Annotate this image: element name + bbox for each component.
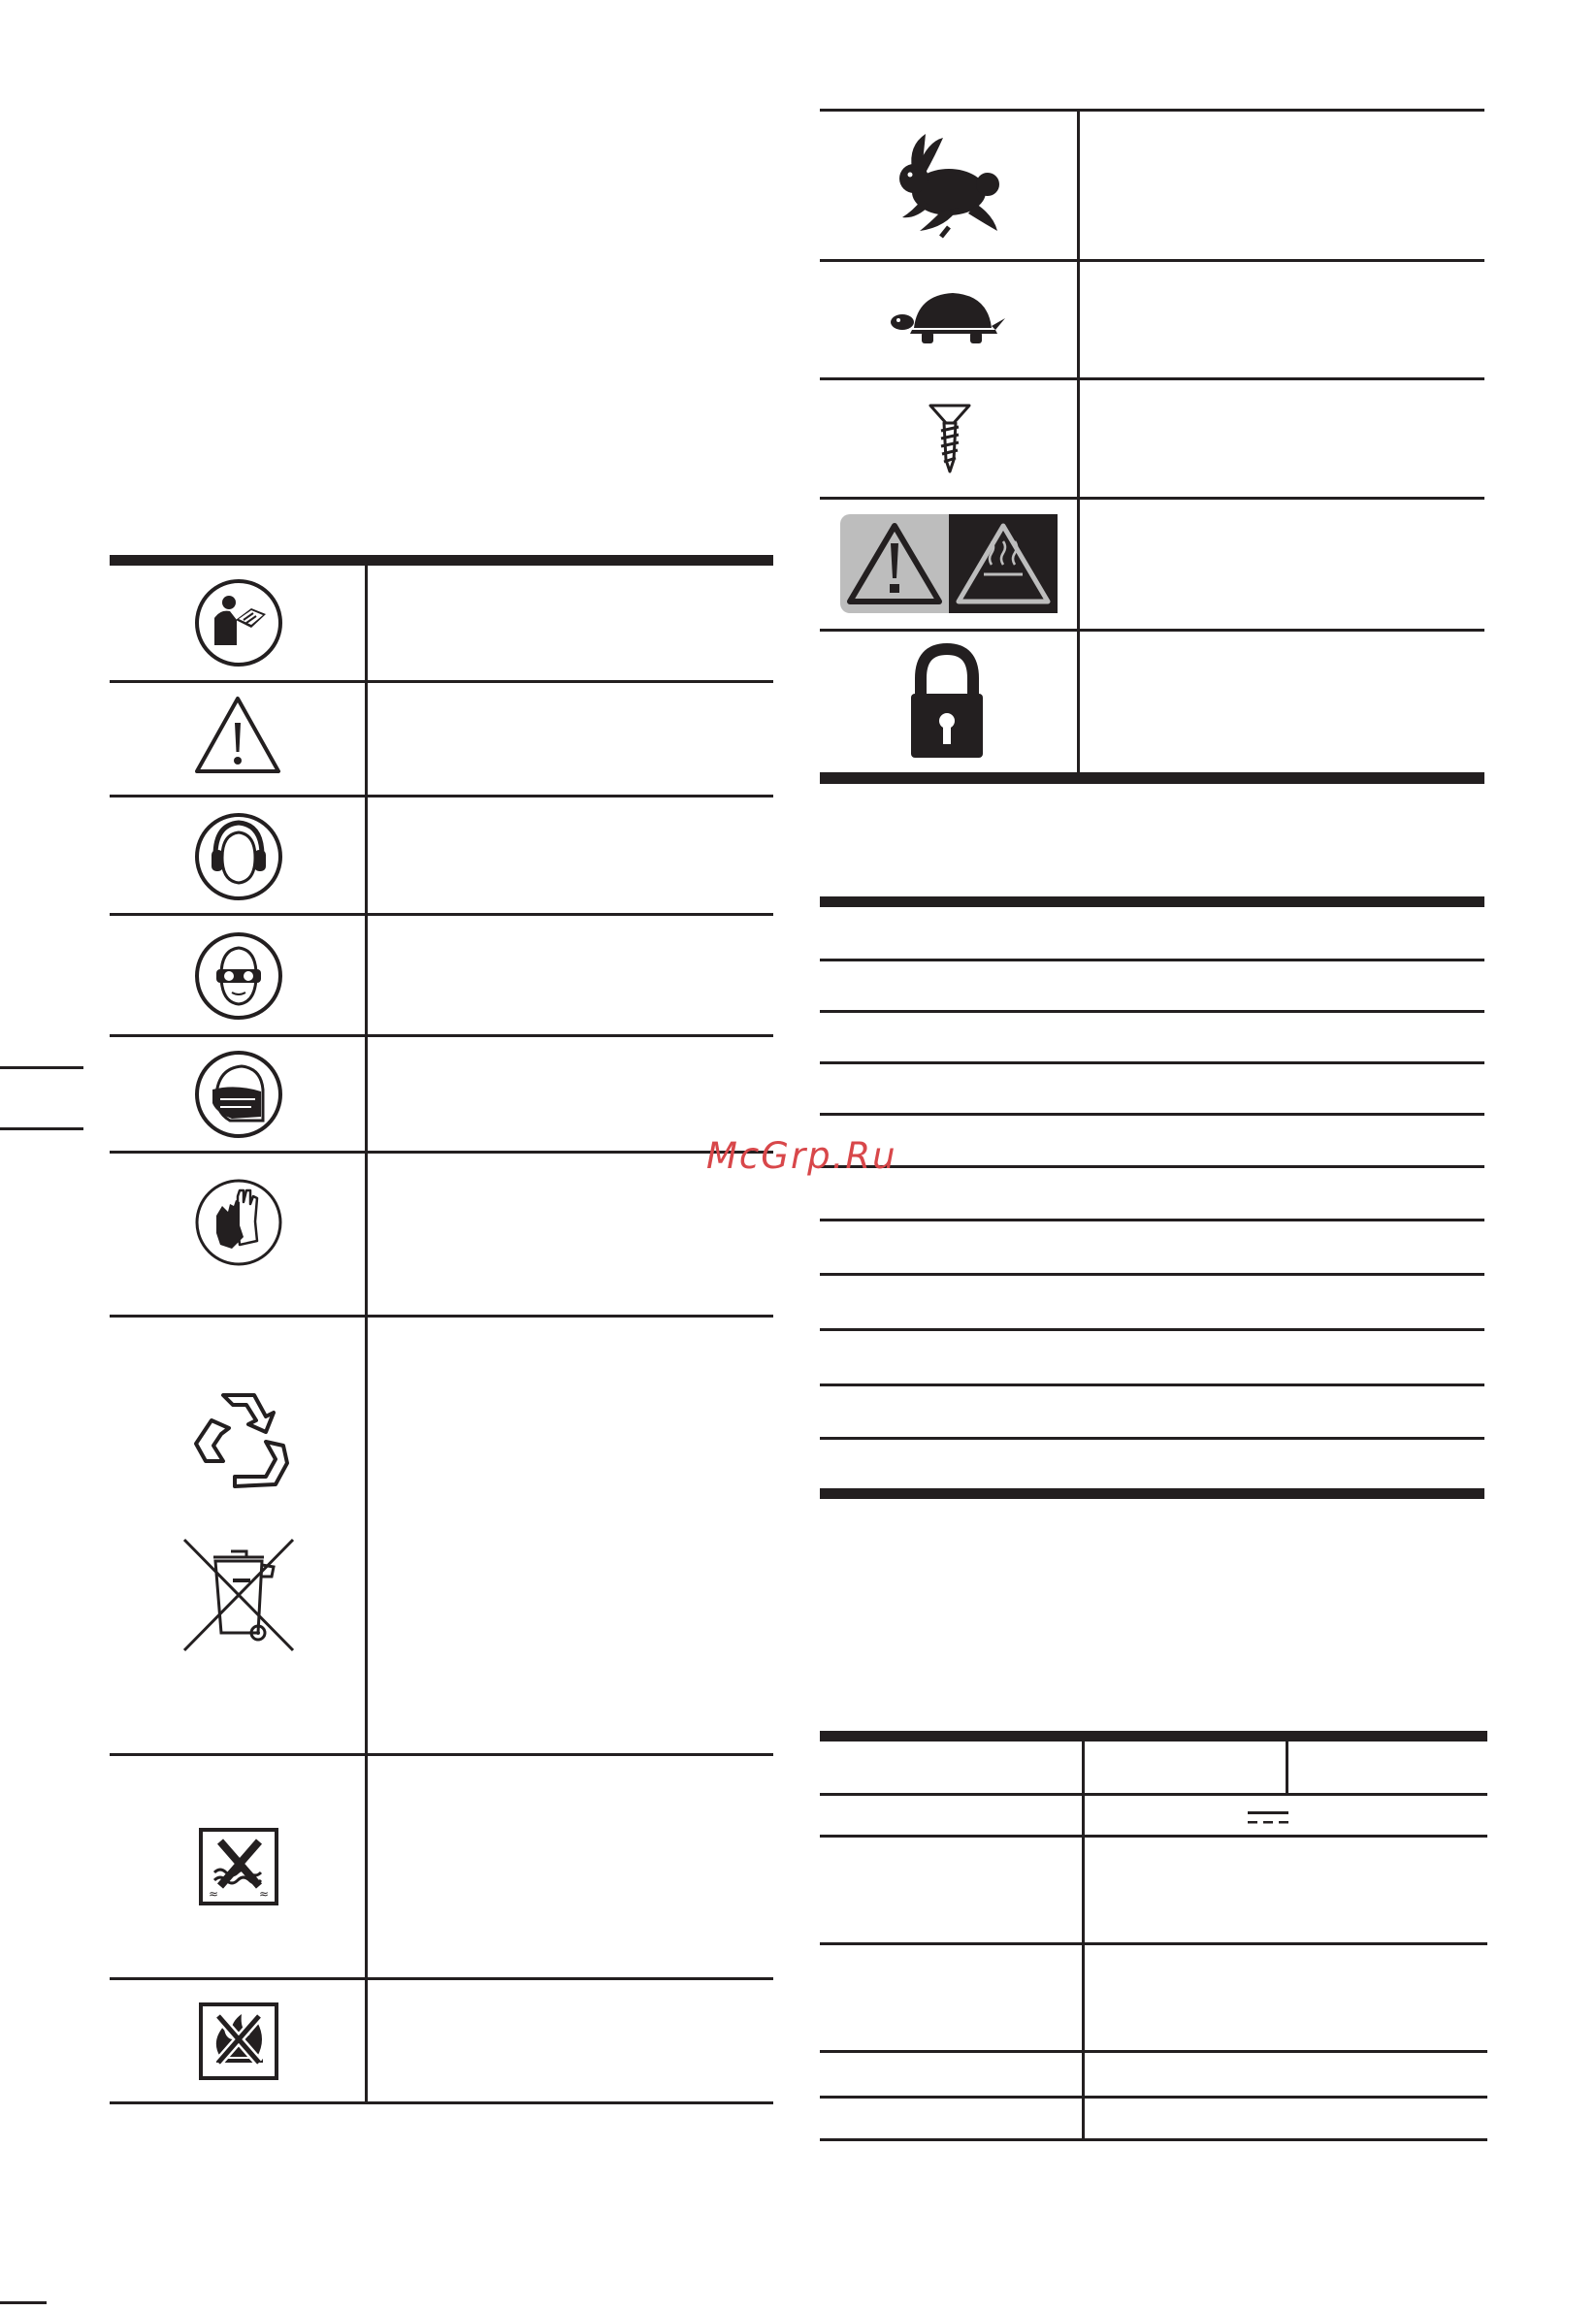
column-divider [1286,1741,1288,1793]
row-rule [820,497,1484,500]
ear-protection-icon [193,811,284,902]
svg-text:≈: ≈ [209,1887,219,1901]
table-bottom-rule [110,2101,773,2104]
row-rule [820,259,1484,262]
screw-icon [927,402,973,475]
turtle-low-speed-icon [891,287,1007,349]
no-water-icon [199,1828,278,1905]
table-row [820,1219,1484,1221]
dc-symbol-icon [1248,1810,1288,1826]
weee-bin-icon [182,1538,295,1652]
table-bottom-rule [820,2138,1487,2141]
table-row [820,2096,1487,2099]
table-row [820,1010,1484,1013]
page-mark [0,2301,47,2304]
margin-mark [0,1066,83,1069]
table-top-rule [110,555,773,566]
warning-hot-surface-icon [840,514,1058,613]
table-row [820,1437,1484,1440]
row-rule [110,1753,773,1756]
table-bottom-rule [820,772,1484,784]
table-row [820,1328,1484,1331]
table-row [820,1061,1484,1064]
table-top-rule [820,1731,1487,1741]
no-fire-icon [199,2002,278,2080]
recycle-icon [184,1385,293,1494]
column-divider [1082,1741,1085,2140]
table-row [820,1835,1487,1838]
row-rule [110,1034,773,1037]
gloves-icon [193,1177,284,1268]
row-rule [110,913,773,916]
table-bottom-rule [820,1488,1484,1499]
table-row [820,1793,1487,1796]
row-rule [110,1977,773,1980]
read-manual-icon [193,577,284,668]
rabbit-high-speed-icon [891,130,1009,241]
row-rule [820,377,1484,380]
watermark: McGrp.Ru [706,1135,897,1177]
row-rule [110,795,773,797]
padlock-icon [907,643,987,762]
table-row [820,1165,1484,1168]
table-row [820,1113,1484,1116]
table-row [820,1942,1487,1945]
column-divider [1077,109,1080,774]
table-row [820,2050,1487,2053]
table-row [820,1273,1484,1276]
margin-mark [0,1127,83,1130]
table-top-rule [820,109,1484,112]
warning-triangle-icon [192,694,283,777]
row-rule [110,680,773,683]
dust-mask-icon [193,1049,284,1140]
table-top-rule [820,896,1484,907]
row-rule [110,1315,773,1318]
table-row [820,959,1484,961]
table-row [820,1383,1484,1386]
row-rule [820,629,1484,632]
svg-text:≈: ≈ [259,1887,270,1901]
row-rule [110,1151,773,1154]
eye-protection-icon [193,930,284,1022]
